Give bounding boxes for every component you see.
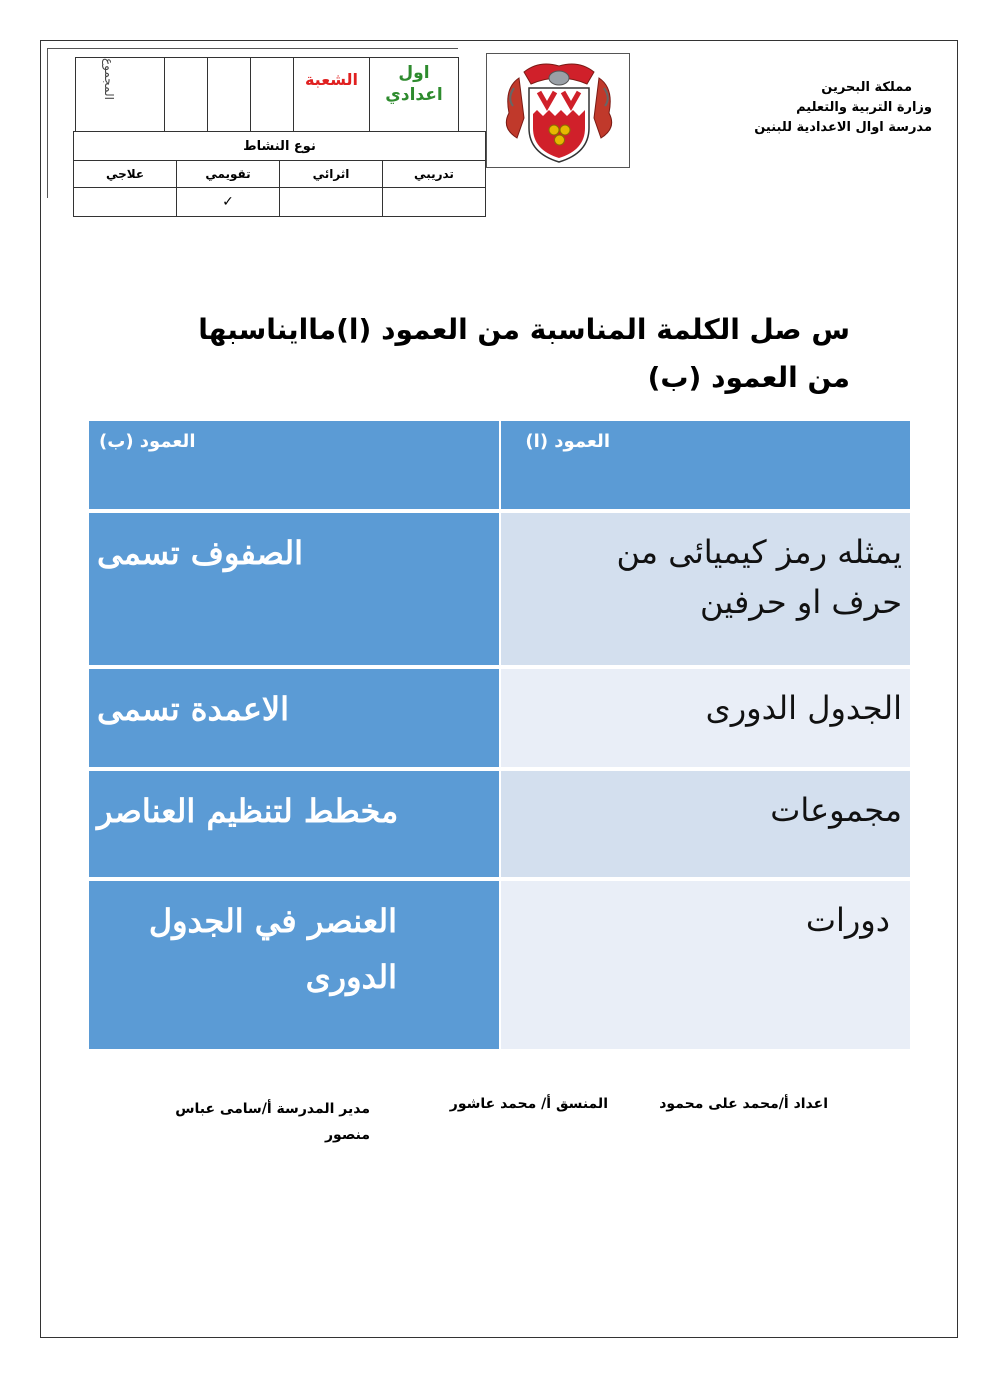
activity-type-remedial: علاجي (74, 161, 177, 188)
column-a-header (500, 421, 910, 509)
grade-label: اول اعدادي (370, 58, 459, 137)
grade-box-3 (251, 58, 294, 137)
prepared-by: اعداد أ/محمد على محمود (659, 1096, 828, 1112)
question-text: س صل الكلمة المناسبة من العمود (ا)ماايناسبها من العمود (ب) (198, 313, 850, 394)
grade-box-2 (208, 58, 251, 137)
total-label: المجموع (101, 58, 116, 100)
activity-type-table (73, 131, 486, 217)
activity-mark-training (383, 188, 486, 217)
column-a-header-label: العمود (ا) (525, 431, 610, 452)
grade-box-1 (165, 58, 208, 137)
coordinator: المنسق أ/ محمد عاشور (449, 1096, 608, 1112)
column-b-text: العنصر في الجدول الدورى (148, 902, 397, 996)
column-b-cell[interactable] (89, 771, 500, 877)
activity-type-training: تدريبي (383, 161, 486, 188)
column-a-cell[interactable] (500, 513, 910, 665)
column-a-text: دورات (805, 901, 890, 939)
activity-title: نوع النشاط (74, 132, 486, 161)
column-a-text: مجموعات (770, 791, 902, 829)
column-b-cell[interactable] (89, 881, 500, 1049)
school-header (672, 78, 932, 138)
school-crest-icon (499, 58, 619, 166)
column-b-text: الصفوف تسمى (97, 534, 304, 572)
activity-mark-remedial (74, 188, 177, 217)
column-b-header-label: العمود (ب) (99, 431, 196, 452)
column-b-cell[interactable] (89, 513, 500, 665)
activity-type-assessment: تقويمي (177, 161, 280, 188)
table-row (89, 881, 910, 1049)
check-icon: ✓ (177, 188, 280, 217)
school-name: مدرسة اوال الاعدادية للبنين (754, 120, 932, 135)
column-a-text: الجدول الدورى (705, 689, 902, 727)
column-a-text: يمثله رمز كيميائى من حرف او حرفين (616, 533, 902, 621)
principal: مدير المدرسة أ/سامى عباس منصور (175, 1101, 370, 1143)
activity-type-enrichment: اثرائي (280, 161, 383, 188)
column-a-cell[interactable] (500, 669, 910, 767)
table-row (89, 513, 910, 665)
ministry-name: وزارة التربية والتعليم (796, 100, 932, 115)
info-grid (75, 57, 459, 137)
kingdom-name: مملكة البحرين (821, 80, 912, 95)
matching-table (89, 421, 910, 1049)
table-row (89, 771, 910, 877)
section-label: الشعبة (294, 58, 370, 137)
activity-mark-enrichment (280, 188, 383, 217)
column-b-text: الاعمدة تسمى (97, 690, 290, 728)
column-a-cell[interactable] (500, 771, 910, 877)
table-row (89, 669, 910, 767)
total-cell (76, 58, 165, 137)
column-a-cell[interactable] (500, 881, 910, 1049)
column-b-text: مخطط لتنظيم العناصر (97, 792, 399, 830)
column-b-header (89, 421, 500, 509)
logo-box (486, 53, 630, 168)
column-b-cell[interactable] (89, 669, 500, 767)
